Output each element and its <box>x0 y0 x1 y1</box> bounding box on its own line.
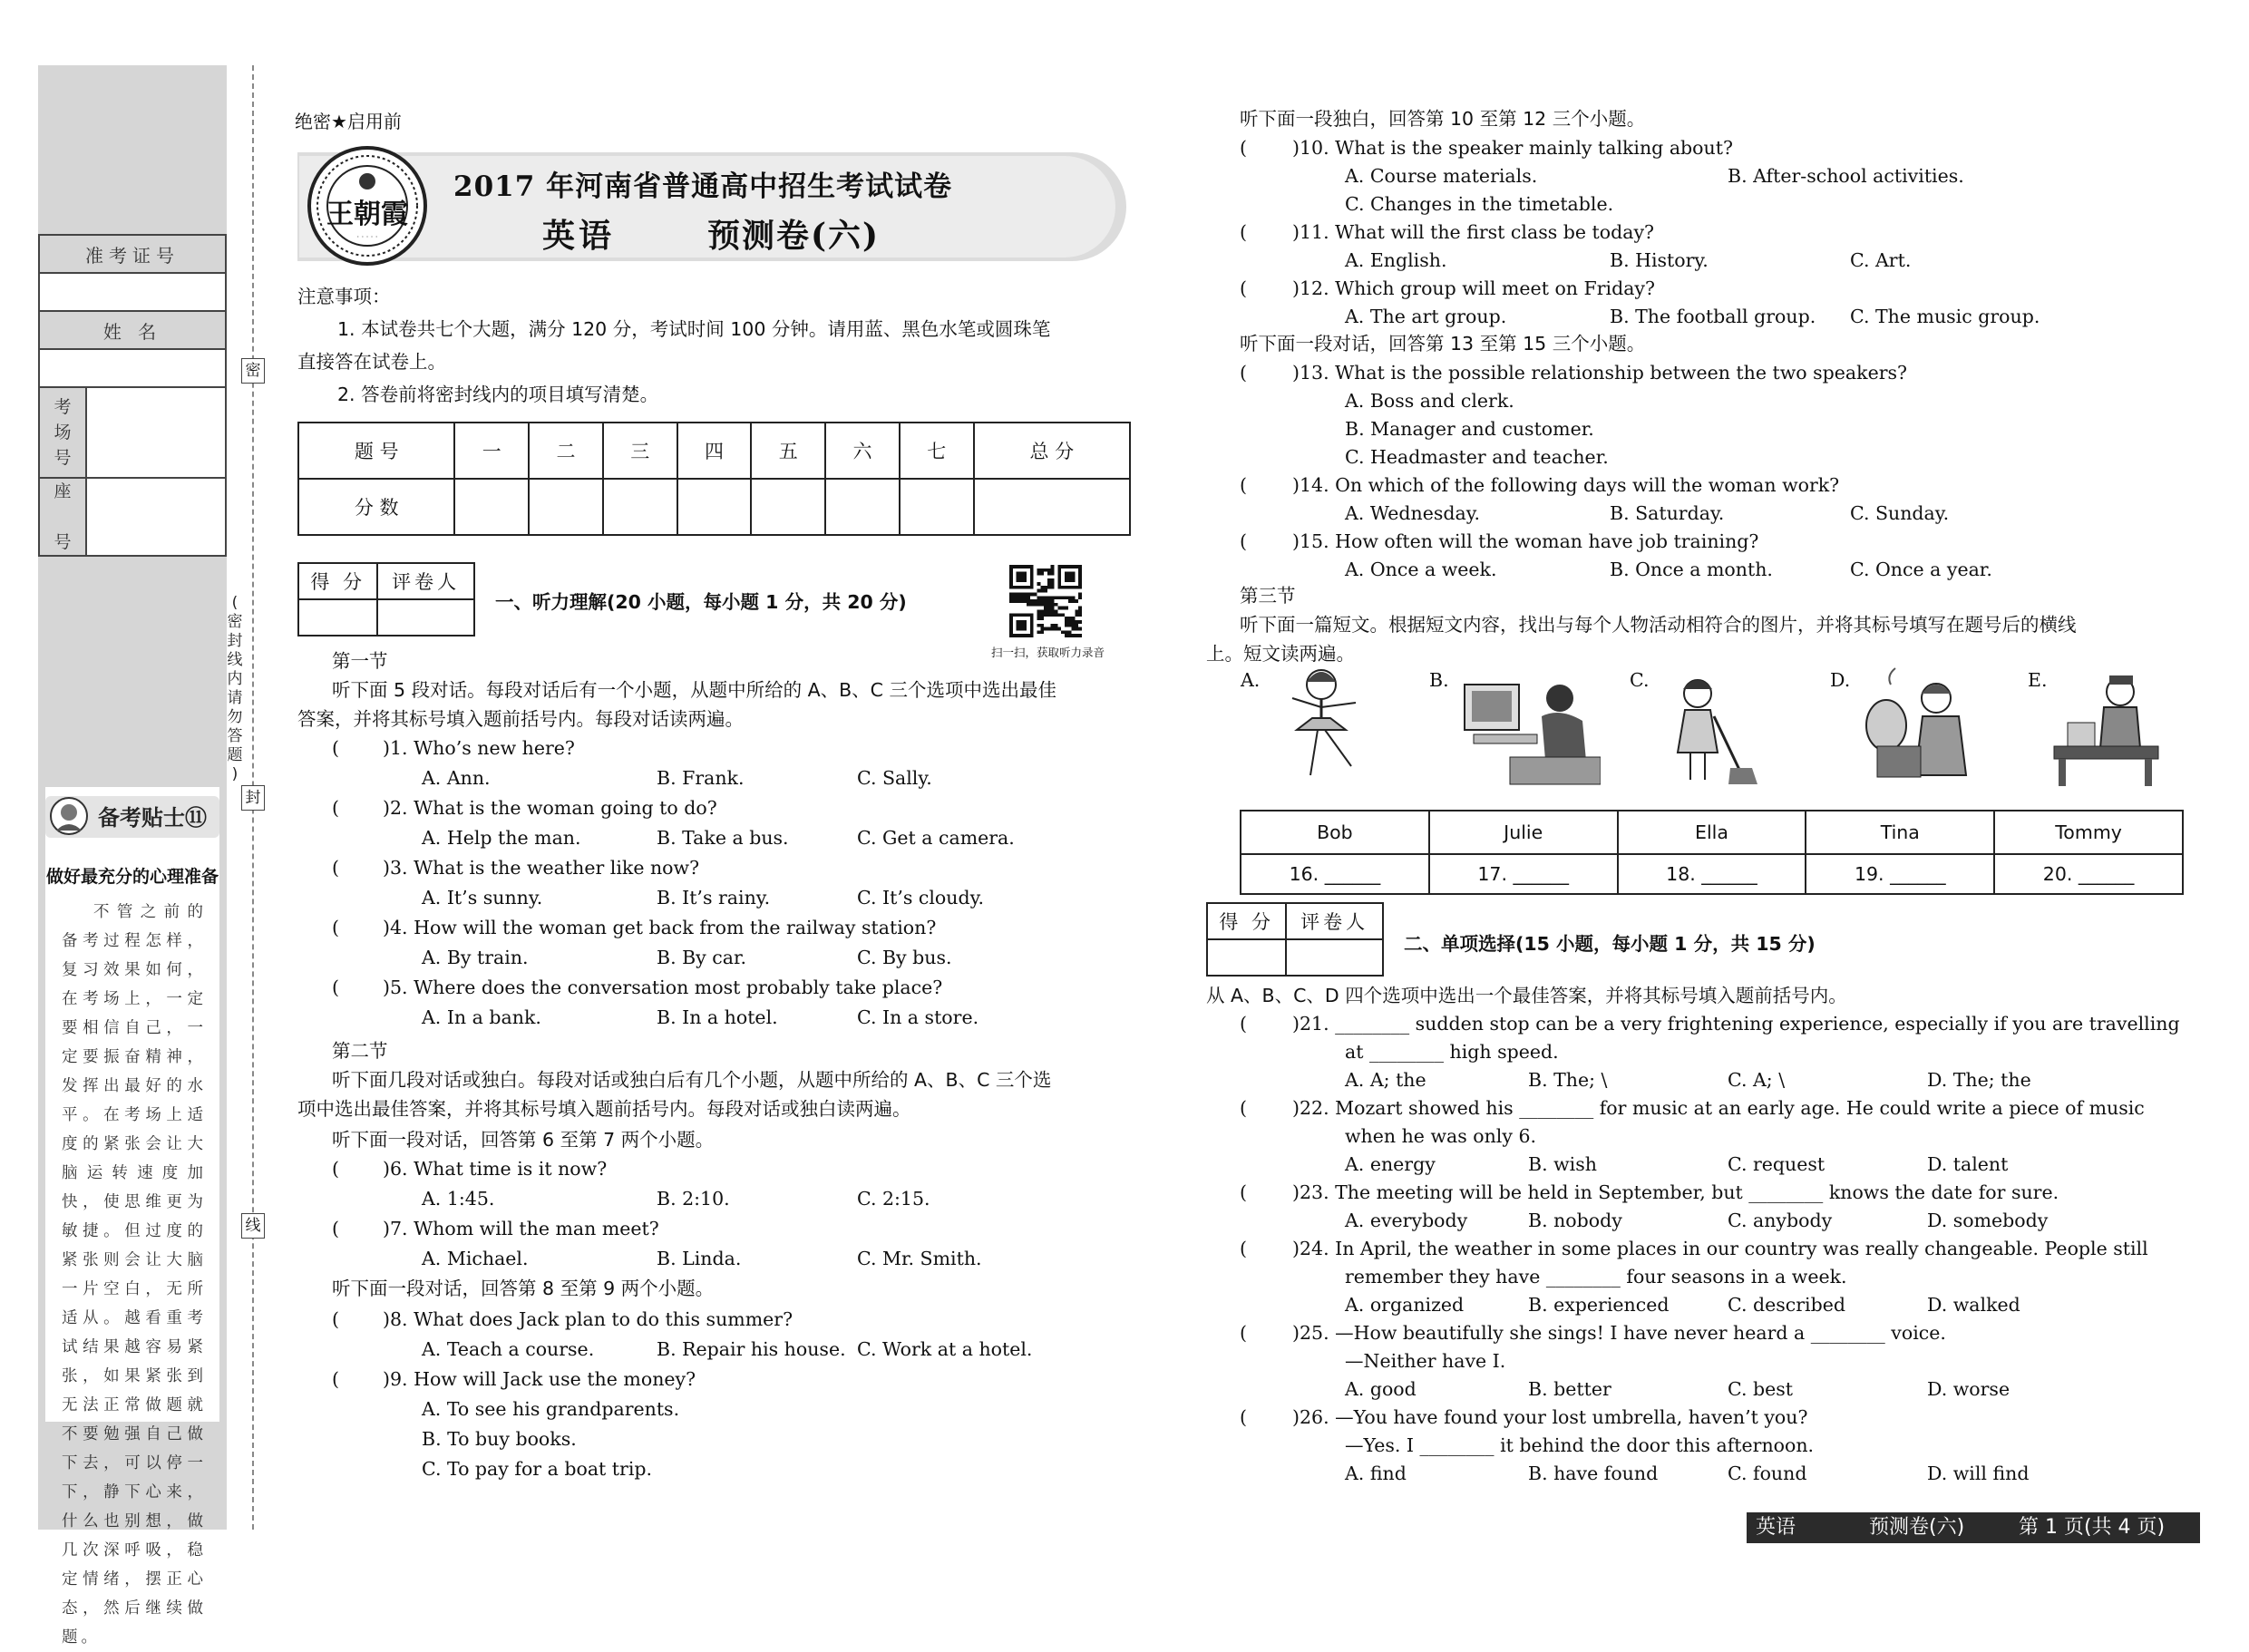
subheading-13-15: 听下面一段对话，回答第 13 至第 15 三个小题。 <box>1240 333 1646 355</box>
question-option: A. Course materials. <box>1345 165 1538 187</box>
question-option: B. Saturday. <box>1610 502 1725 524</box>
question-option: C. By bus. <box>857 947 952 968</box>
question-option: A. good <box>1345 1378 1417 1400</box>
match-answer-cell[interactable]: 20. ______ <box>1994 854 2183 894</box>
computer-user-illustration <box>1456 666 1601 793</box>
question-option: A. Once a week. <box>1345 559 1497 580</box>
question-option: C. It’s cloudy. <box>857 887 984 909</box>
answer-paren[interactable]: ( <box>1240 1181 1247 1203</box>
question-option: A. everybody <box>1345 1210 1468 1231</box>
answer-paren[interactable]: ( <box>1240 474 1247 496</box>
tip-banner-text: 备考贴士⑪ <box>98 805 207 831</box>
part3-instruction-a: 听下面一篇短文。根据短文内容，找出与每个人物活动相符合的图片，并将其标号填写在题号后的横线 <box>1240 614 2077 636</box>
ballet-dancer-illustration <box>1265 662 1383 789</box>
question-stem-continued: —Neither have I. <box>1345 1350 1506 1372</box>
match-answer-cell[interactable]: 17. ______ <box>1429 854 1618 894</box>
question-option: B. To buy books. <box>422 1428 577 1450</box>
svg-text:· · · · ·: · · · · · <box>356 233 378 241</box>
question-option: A. Boss and clerk. <box>1345 390 1514 412</box>
answer-paren[interactable]: ( <box>332 1308 339 1330</box>
question-option: C. The music group. <box>1850 306 2040 327</box>
room-field[interactable] <box>86 387 226 478</box>
question-option: C. Mr. Smith. <box>857 1248 982 1269</box>
grader-score-field-2[interactable] <box>1207 939 1286 976</box>
question-option: A. 1:45. <box>422 1188 495 1210</box>
question-option: A. English. <box>1345 249 1447 271</box>
question-stem: )14. On which of the following days will the woman work? <box>1292 474 1840 496</box>
part2-instruction-a: 听下面几段对话或独白。每段对话或独白后有几个小题，从题中所给的 A、B、C 三个选 <box>332 1069 1052 1091</box>
score-row-label: 分 数 <box>298 479 454 535</box>
answer-paren[interactable]: ( <box>332 797 339 819</box>
score-header-cell: 七 <box>900 423 974 479</box>
question-option: A. By train. <box>422 947 529 968</box>
grader-reviewer-label-2: 评卷人 <box>1286 903 1383 939</box>
answer-paren[interactable]: ( <box>332 857 339 879</box>
score-header-cell: 三 <box>603 423 677 479</box>
answer-paren[interactable]: ( <box>332 1158 339 1180</box>
score-header-cell: 题 号 <box>298 423 454 479</box>
question-option: D. The; the <box>1927 1069 2031 1091</box>
question-option: C. Sunday. <box>1850 502 1950 524</box>
seal-note: ( 密 封 线 内 请 勿 答 题 ) <box>227 594 243 783</box>
question-option: C. Work at a hotel. <box>857 1338 1033 1360</box>
question-stem: )10. What is the speaker mainly talking about? <box>1292 137 1733 159</box>
confidential-mark: 绝密★启用前 <box>295 111 402 132</box>
question-option: B. wish <box>1528 1153 1597 1175</box>
part1-instruction-a: 听下面 5 段对话。每段对话后有一个小题，从题中所给的 A、B、C 三个选项中选出最佳 <box>332 679 1057 701</box>
pic-label-a: A. <box>1241 669 1261 691</box>
question-option: D. will find <box>1927 1463 2030 1484</box>
question-option: A. The art group. <box>1345 306 1507 327</box>
question-stem: )15. How often will the woman have job training? <box>1292 530 1759 552</box>
pic-label-e: E. <box>2028 669 2048 691</box>
question-stem-continued: when he was only 6. <box>1345 1125 1537 1147</box>
seal-mark-mi: 密 <box>241 358 265 384</box>
seat-field[interactable] <box>86 478 226 556</box>
question-option: B. Repair his house. <box>657 1338 846 1360</box>
question-option: D. somebody <box>1927 1210 2049 1231</box>
seal-mark-xian: 线 <box>241 1213 265 1239</box>
part3-heading: 第三节 <box>1240 585 1296 607</box>
pic-label-d: D. <box>1830 669 1851 691</box>
qr-code-icon[interactable] <box>1009 565 1082 637</box>
tip-title: 做好最充分的心理准备 <box>45 867 219 887</box>
footer-subject: 英语 <box>1756 1516 1796 1539</box>
question-stem: )7. Whom will the man meet? <box>383 1218 659 1239</box>
question-option: B. Frank. <box>657 767 745 789</box>
question-stem: )3. What is the weather like now? <box>383 857 700 879</box>
question-option: C. anybody <box>1728 1210 1833 1231</box>
notes-line-1: 1. 本试卷共七个大题，满分 120 分，考试时间 100 分钟。请用蓝、黑色水笔或圆珠笔 <box>337 318 1051 340</box>
score-entry-cell[interactable] <box>677 479 752 535</box>
question-stem: )21. ________ sudden stop can be a very frightening experience, especially if you are travelling <box>1292 1013 2180 1035</box>
notes-line-1b: 直接答在试卷上。 <box>297 351 446 373</box>
question-option: C. Art. <box>1850 249 1912 271</box>
question-option: D. worse <box>1927 1378 2010 1400</box>
match-name-cell: Julie <box>1429 811 1618 854</box>
tip-banner <box>45 791 219 843</box>
answer-paren[interactable]: ( <box>332 1368 339 1390</box>
answer-paren[interactable]: ( <box>1240 1406 1247 1428</box>
pic-label-c: C. <box>1630 669 1650 691</box>
question-option: B. The; \ <box>1528 1069 1608 1091</box>
part1-instruction-b: 答案，并将其标号填入题前括号内。每段对话读两遍。 <box>297 708 744 730</box>
question-stem: )6. What time is it now? <box>383 1158 608 1180</box>
svg-text:王朝霞: 王朝霞 <box>326 199 408 230</box>
name-label: 姓 名 <box>39 311 226 349</box>
question-option: B. The football group. <box>1610 306 1816 327</box>
grader-reviewer-label: 评卷人 <box>377 563 474 599</box>
question-option: D. talent <box>1927 1153 2009 1175</box>
question-stem: )23. The meeting will be held in September, but ________ knows the date for sure. <box>1292 1181 2059 1203</box>
answer-paren[interactable]: ( <box>1240 137 1247 159</box>
answer-paren[interactable]: ( <box>1240 1097 1247 1119</box>
name-field[interactable] <box>39 349 226 387</box>
score-value-row <box>298 479 1130 535</box>
notes-line-2: 2. 答卷前将密封线内的项目填写清楚。 <box>337 384 659 405</box>
answer-paren[interactable]: ( <box>1240 277 1247 299</box>
question-stem: )5. Where does the conversation most probably take place? <box>383 977 943 998</box>
score-header-cell: 四 <box>677 423 752 479</box>
score-header-cell: 二 <box>529 423 603 479</box>
match-answer-cell[interactable]: 18. ______ <box>1618 854 1806 894</box>
subheading-8-9: 听下面一段对话，回答第 8 至第 9 两个小题。 <box>332 1278 715 1299</box>
question-option: B. experienced <box>1528 1294 1670 1316</box>
score-entry-cell[interactable] <box>900 479 974 535</box>
score-entry-cell[interactable] <box>529 479 603 535</box>
exam-tip-box <box>45 787 219 1647</box>
answer-paren[interactable]: ( <box>332 917 339 938</box>
score-entry-cell[interactable] <box>974 479 1130 535</box>
score-entry-cell[interactable] <box>751 479 825 535</box>
answer-paren[interactable]: ( <box>332 1218 339 1239</box>
exam-title: 2017 年河南省普通高中招生考试试卷 <box>453 170 953 203</box>
subject-title: 英语 <box>542 217 616 255</box>
cooking-woman-illustration <box>1859 666 1986 793</box>
question-stem: )4. How will the woman get back from the railway station? <box>383 917 937 938</box>
seal-mark-feng: 封 <box>241 785 265 811</box>
score-header-cell: 六 <box>825 423 900 479</box>
score-header-cell: 一 <box>454 423 529 479</box>
matching-names-row <box>1241 811 2183 854</box>
room-label: 考 场 号 <box>39 387 86 478</box>
question-stem-continued: remember they have ________ four seasons in a week. <box>1345 1266 1847 1288</box>
match-name-cell: Ella <box>1618 811 1806 854</box>
question-option: B. Take a bus. <box>657 827 789 849</box>
question-option: A. find <box>1345 1463 1407 1484</box>
question-option: C. Once a year. <box>1850 559 1992 580</box>
question-option: B. In a hotel. <box>657 1006 778 1028</box>
question-option: A. Michael. <box>422 1248 529 1269</box>
match-answer-cell[interactable]: 19. ______ <box>1806 854 1994 894</box>
question-option: A. energy <box>1345 1153 1436 1175</box>
question-option: B. Once a month. <box>1610 559 1773 580</box>
grader-box-1 <box>297 562 475 637</box>
question-stem: )8. What does Jack plan to do this summer? <box>383 1308 793 1330</box>
question-option: D. walked <box>1927 1294 2020 1316</box>
model-building-boy-illustration <box>2049 666 2167 793</box>
qr-caption: 扫一扫，获取听力录音 <box>991 646 1105 659</box>
question-stem: )9. How will Jack use the money? <box>383 1368 696 1390</box>
question-stem-continued: at ________ high speed. <box>1345 1041 1559 1063</box>
grader-box-2 <box>1206 902 1384 977</box>
answer-paren[interactable]: ( <box>1240 1322 1247 1344</box>
question-option: C. request <box>1728 1153 1825 1175</box>
question-option: B. Linda. <box>657 1248 742 1269</box>
match-answer-cell[interactable]: 16. ______ <box>1241 854 1429 894</box>
grader-reviewer-field[interactable] <box>377 599 474 636</box>
score-header-cell: 五 <box>751 423 825 479</box>
question-option: A. It’s sunny. <box>422 887 543 909</box>
question-stem-continued: —Yes. I ________ it behind the door this afternoon. <box>1345 1434 1815 1456</box>
seat-label: 座 号 <box>39 478 86 556</box>
answer-paren[interactable]: ( <box>1240 1238 1247 1259</box>
exam-id-field[interactable] <box>39 273 226 311</box>
question-option: A. In a bank. <box>422 1006 541 1028</box>
question-option: A. Teach a course. <box>422 1338 595 1360</box>
question-option: C. To pay for a boat trip. <box>422 1458 653 1480</box>
notes-heading: 注意事项： <box>297 286 391 307</box>
question-option: A. Wednesday. <box>1345 502 1481 524</box>
grader-reviewer-field-2[interactable] <box>1286 939 1383 976</box>
part3-instruction-b: 上。短文读两遍。 <box>1206 643 1355 665</box>
question-option: B. History. <box>1610 249 1709 271</box>
answer-paren[interactable]: ( <box>332 737 339 759</box>
question-option: A. Help the man. <box>422 827 581 849</box>
question-option: B. better <box>1528 1378 1611 1400</box>
section1-title: 一、听力理解(20 小题，每小题 1 分，共 20 分) <box>495 591 907 613</box>
matching-answer-table <box>1240 810 2184 895</box>
part1-heading: 第一节 <box>332 650 388 672</box>
question-option: A. A; the <box>1345 1069 1426 1091</box>
score-header-row <box>298 423 1130 479</box>
footer-paper: 预测卷(六) <box>1869 1516 1965 1539</box>
score-entry-cell[interactable] <box>454 479 529 535</box>
page-footer <box>1747 1512 2200 1543</box>
match-name-cell: Bob <box>1241 811 1429 854</box>
question-stem: )1. Who’s new here? <box>383 737 575 759</box>
grader-score-label: 得 分 <box>298 563 377 599</box>
question-stem: )13. What is the possible relationship between the two speakers? <box>1292 362 1908 384</box>
question-stem: )12. Which group will meet on Friday? <box>1292 277 1656 299</box>
score-table <box>297 422 1131 536</box>
part2-instruction-b: 项中选出最佳答案，并将其标号填入题前括号内。每段对话或独白读两遍。 <box>297 1098 911 1120</box>
paper-title: 预测卷(六) <box>707 217 881 255</box>
answer-paren[interactable]: ( <box>1240 530 1247 552</box>
question-option: C. found <box>1728 1463 1807 1484</box>
question-option: C. best <box>1728 1378 1794 1400</box>
question-option: B. Manager and customer. <box>1345 418 1594 440</box>
question-option: B. have found <box>1528 1463 1659 1484</box>
question-option: B. By car. <box>657 947 747 968</box>
question-stem: )2. What is the woman going to do? <box>383 797 717 819</box>
score-header-cell: 总 分 <box>974 423 1130 479</box>
question-option: A. To see his grandparents. <box>422 1398 680 1420</box>
question-stem: )22. Mozart showed his ________ for music at an early age. He could write a piece of music <box>1292 1097 2145 1119</box>
exam-id-label: 准考证号 <box>39 235 226 273</box>
section2-instruction: 从 A、B、C、D 四个选项中选出一个最佳答案，并将其标号填入题前括号内。 <box>1206 985 1847 1006</box>
question-stem: )24. In April, the weather in some places in our country was really changeable. People still <box>1292 1238 2148 1259</box>
question-option: B. It’s rainy. <box>657 887 771 909</box>
question-option: A. Ann. <box>422 767 491 789</box>
question-stem: )26. —You have found your lost umbrella, haven’t you? <box>1292 1406 1808 1428</box>
pic-label-b: B. <box>1429 669 1449 691</box>
question-option: B. nobody <box>1528 1210 1622 1231</box>
score-entry-cell[interactable] <box>603 479 677 535</box>
question-option: C. A; \ <box>1728 1069 1786 1091</box>
sweeping-girl-illustration <box>1650 666 1768 793</box>
candidate-info-table <box>38 234 227 557</box>
footer-page-number: 第 1 页(共 4 页) <box>2019 1516 2166 1539</box>
question-option: C. described <box>1728 1294 1845 1316</box>
publisher-seal-logo <box>307 145 429 267</box>
grader-score-field[interactable] <box>298 599 377 636</box>
question-option: A. organized <box>1345 1294 1465 1316</box>
match-name-cell: Tina <box>1806 811 1994 854</box>
question-option: C. 2:15. <box>857 1188 930 1210</box>
answer-paren[interactable]: ( <box>1240 221 1247 243</box>
question-option: C. In a store. <box>857 1006 979 1028</box>
answer-paren[interactable]: ( <box>1240 362 1247 384</box>
part2-heading: 第二节 <box>332 1040 388 1062</box>
question-stem: )25. —How beautifully she sings! I have never heard a ________ voice. <box>1292 1322 1946 1344</box>
question-option: B. 2:10. <box>657 1188 730 1210</box>
answer-paren[interactable]: ( <box>332 977 339 998</box>
match-name-cell: Tommy <box>1994 811 2183 854</box>
question-option: C. Headmaster and teacher. <box>1345 446 1609 468</box>
answer-paren[interactable]: ( <box>1240 1013 1247 1035</box>
question-option: B. After-school activities. <box>1728 165 1964 187</box>
section2-title: 二、单项选择(15 小题，每小题 1 分，共 15 分) <box>1404 933 1816 955</box>
subheading-6-7: 听下面一段对话，回答第 6 至第 7 两个小题。 <box>332 1129 715 1151</box>
question-option: C. Get a camera. <box>857 827 1015 849</box>
score-entry-cell[interactable] <box>825 479 900 535</box>
subheading-10-12: 听下面一段独白，回答第 10 至第 12 三个小题。 <box>1240 108 1646 130</box>
grader-score-label-2: 得 分 <box>1207 903 1286 939</box>
tip-body: 不管之前的备考过程怎样，复习效果如何，在考场上，一定要相信自己，一定要振奋精神，发挥出最好的水平。在考场上适度的紧张会让大脑运转速度加快，使思维更为敏捷。但过度的紧张则会让大脑一片空白，无所适从。越看重考试结果越容易紧张，如果紧张到无法正常做题就不要勉强自己做下去，可以停一下，静下心来，什么也别想，做几次深呼吸，稳定情绪，摆正心态，然后继续做题。 <box>62 903 207 1647</box>
question-option: C. Sally. <box>857 767 932 789</box>
question-stem: )11. What will the first class be today? <box>1292 221 1655 243</box>
question-option: C. Changes in the timetable. <box>1345 193 1614 215</box>
matching-blanks-row <box>1241 854 2183 894</box>
